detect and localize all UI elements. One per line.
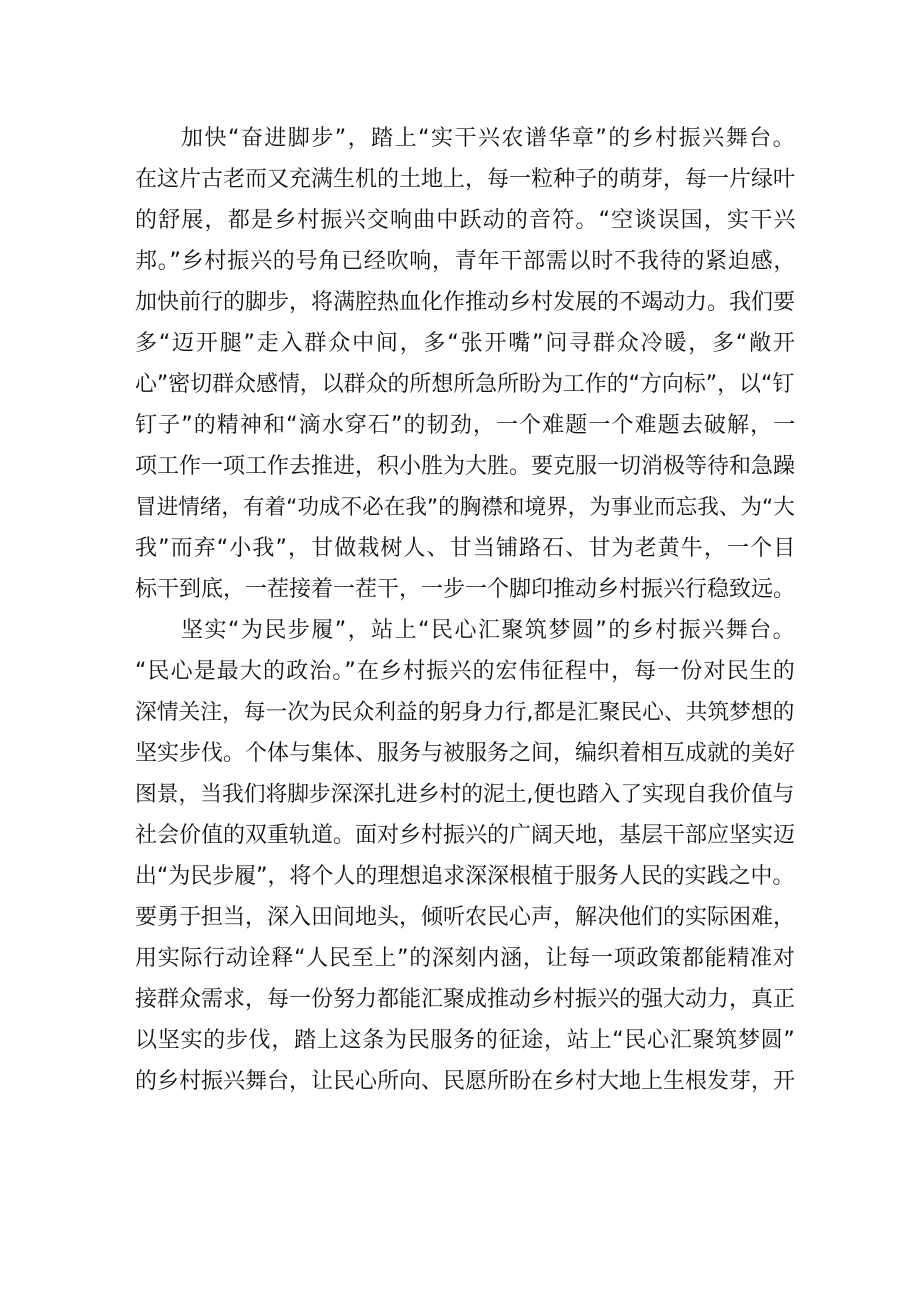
paragraph-1-line-8: 钉子”的精神和“滴水穿石”的韧劲，一个难题一个难题去破解，一	[135, 413, 797, 438]
paragraph-1-line-10: 冒进情绪，有着“功成不必在我”的胸襟和境界，为事业而忘我、为“大	[135, 495, 795, 520]
paragraph-1-line-1: 加快“奋进脚步”，踏上“实干兴农谱华章”的乡村振兴舞台。	[181, 126, 797, 151]
paragraph-2-line-1: 坚实“为民步履”，站上“民心汇聚筑梦圆”的乡村振兴舞台。	[181, 618, 797, 643]
paragraph-1-line-3: 的舒展，都是乡村振兴交响曲中跃动的音符。“空谈误国，实干兴	[135, 208, 797, 233]
paragraph-1-line-2: 在这片古老而又充满生机的土地上，每一粒种子的萌芽，每一片绿叶	[135, 167, 796, 192]
paragraph-2-line-12: 的乡村振兴舞台，让民心所向、民愿所盼在乡村大地上生根发芽，开	[135, 1069, 796, 1094]
paragraph-2-line-4: 坚实步伐。个体与集体、服务与被服务之间，编织着相互成就的美好	[135, 741, 796, 766]
paragraph-1-line-9: 项工作一项工作去推进，积小胜为大胜。要克服一切消极等待和急躁	[135, 454, 796, 479]
paragraph-2-line-10: 接群众需求，每一份努力都能汇聚成推动乡村振兴的强大动力，真正	[135, 987, 796, 1012]
paragraph-2-line-8: 要勇于担当，深入田间地头，倾听农民心声，解决他们的实际困难，	[135, 905, 796, 930]
body-text	[135, 118, 795, 1102]
paragraph-1-line-7: 心”密切群众感情，以群众的所想所急所盼为工作的“方向标”，以“钉	[135, 372, 795, 397]
paragraph-1-line-6: 多“迈开腿”走入群众中间，多“张开嘴”问寻群众冷暖，多“敞开	[135, 331, 797, 356]
paragraph-2-line-6: 社会价值的双重轨道。面对乡村振兴的广阔天地，基层干部应坚实迈	[135, 823, 796, 848]
paragraph-2-line-2: “民心是最大的政治。”在乡村振兴的宏伟征程中，每一份对民生的	[135, 659, 796, 684]
paragraph-2-line-11: 以坚实的步伐，踏上这条为民服务的征途，站上“民心汇聚筑梦圆”	[135, 1028, 796, 1053]
paragraph-2-line-7: 出“为民步履”，将个人的理想追求深深根植于服务人民的实践之中。	[135, 864, 795, 889]
paragraph-2-line-9: 用实际行动诠释“人民至上”的深刻内涵，让每一项政策都能精准对	[135, 946, 796, 971]
paragraph-1-line-11: 我”而弃“小我”，甘做栽树人、甘当铺路石、甘为老黄牛，一个目	[135, 536, 797, 561]
paragraph-2-line-3: 深情关注，每一次为民众利益的躬身力行,都是汇聚民心、共筑梦想的	[135, 700, 795, 725]
paragraph-2-line-5: 图景，当我们将脚步深深扎进乡村的泥土,便也踏入了实现自我价值与	[135, 782, 795, 807]
paragraph-1-line-5: 加快前行的脚步，将满腔热血化作推动乡村发展的不竭动力。我们要	[135, 290, 796, 315]
paragraph-1-line-12: 标干到底，一茬接着一茬干，一步一个脚印推动乡村振兴行稳致远。	[135, 577, 796, 602]
paragraph-1-line-4: 邦。”乡村振兴的号角已经吹响，青年干部需以时不我待的紧迫感，	[135, 249, 797, 274]
